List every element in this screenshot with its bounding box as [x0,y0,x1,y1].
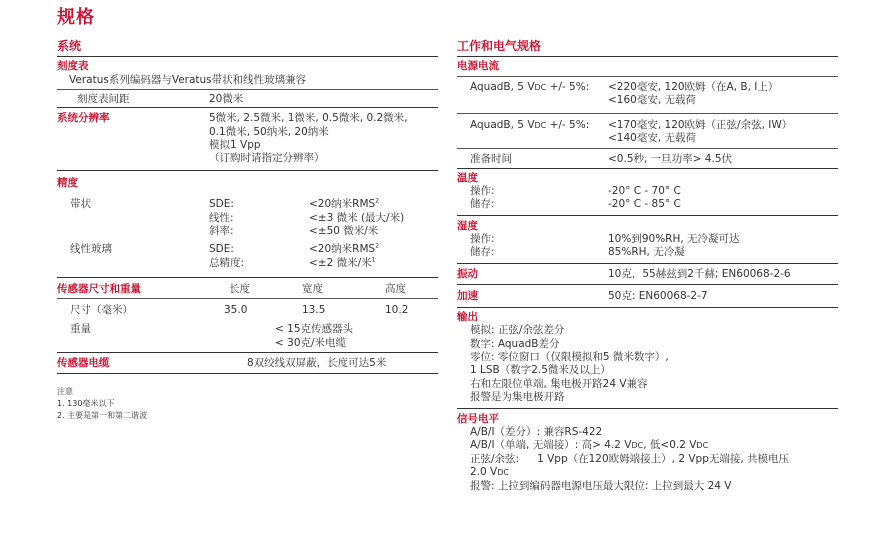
power-title: 电源电流 [457,60,838,76]
scale-pitch-value: 20微米 [209,93,244,106]
signal-line: 报警: 上拉到编码器电源电压最大限位: 上拉到最大 24 V [470,479,732,492]
weight-label: 重量 [70,323,91,336]
weight-values [275,323,353,350]
power-row-1-values [608,81,778,108]
page-title: 规格 [57,7,95,28]
col-length-header: 长度 [229,283,250,296]
power-row-2-values [608,119,792,146]
accuracy-block [57,171,438,278]
electrical-column [457,40,838,493]
col-height-header: 高度 [385,283,406,296]
vibration-title: 振动 [457,267,478,280]
size-label: 尺寸（毫米） [70,304,133,317]
temp-op-label: 操作: [470,184,495,197]
output-line: 右和左限位单端, 集电极开路24 V兼容 [470,377,648,390]
tape-value: <±50 微米/米 [309,225,379,238]
resolution-line: 5微米, 2.5微米, 1微米, 0.5微米, 0.2微米, [209,112,408,125]
ready-label: 准备时间 [470,152,512,165]
resolution-line: 0.1微米, 50纳米, 20纳米 [209,125,329,138]
length-value: 35.0 [224,304,248,317]
note-item: 2. 主要是第一和第二谐波 [57,411,148,421]
temp-store-label: 储存: [470,197,495,210]
cable-block [57,353,438,374]
power-line: <140毫安, 无载荷 [608,132,697,145]
humidity-block [457,216,838,264]
output-block [457,308,838,409]
signal-line: 正弦/余弦: 1 Vpp（在120欧姆端接上）, 2 Vpp无端接, 共模电压 [470,452,790,465]
glass-value: <±2 微米/米$^1$ [309,256,376,269]
sensor-title: 传感器尺寸和重量 [57,283,141,296]
accuracy-title: 精度 [57,177,78,190]
system-column [57,40,438,422]
weight-line: < 15克传感器头 [275,323,353,336]
tape-keys [209,198,234,238]
width-value: 13.5 [302,304,326,317]
system-section-title: 系统 [57,40,438,57]
scale-pitch-row [57,90,438,108]
acceleration-block [457,285,838,308]
resolution-title: 系统分辨率 [57,112,110,125]
tape-key: 线性: [209,211,234,224]
acceleration-value: 50克: EN60068-2-7 [608,289,708,302]
humidity-title: 湿度 [457,219,478,232]
ready-value: <0.5秒, 一旦功率> 4.5伏 [608,152,733,165]
electrical-section-title: 工作和电气规格 [457,40,838,57]
signal-line: A/B/I（差分）: 兼容RS-422 [470,426,603,439]
output-line: 1 LSB（数字2.5微米及以上） [470,364,611,377]
notes-title: 注意 [57,387,73,397]
tape-key: SDE: [209,198,234,211]
resolution-values [209,112,408,166]
resolution-block [57,108,438,171]
scale-pitch-label: 刻度表间距 [77,93,130,106]
notes [57,386,438,422]
power-row-1-label: AquadB, 5 VDC +/- 5%: [470,80,590,93]
output-line: 零位: 零位窗口（仅限模拟和5 微米数字）, [470,351,669,364]
cable-value: 8双绞线双屏蔽，长度可达5米 [247,357,387,370]
temp-op-value: -20° C - 70° C [608,184,681,197]
output-line: 数字: AquadB差分 [470,337,560,350]
hum-op-label: 操作: [470,232,495,245]
signal-title: 信号电平 [457,412,499,425]
signal-line: 2.0 VDC [470,466,509,479]
output-lines [457,324,838,404]
resolution-line: （订购时请指定分辨率） [209,152,325,165]
power-line: <170毫安, 120欧姆（正弦/余弦, IW） [608,118,793,131]
glass-key: 总精度: [209,256,245,269]
vibration-block [457,264,838,285]
note-item: 1. 130毫米以下 [57,399,115,409]
weight-line: < 30克/米电缆 [275,336,347,349]
glass-label: 线性玻璃 [70,243,112,256]
hum-store-value: 85%RH, 无冷凝 [608,245,685,258]
power-row-2-label: AquadB, 5 VDC +/- 5%: [470,118,590,131]
vibration-value: 10克，55赫兹到2千赫; EN60068-2-6 [608,267,791,280]
resolution-line: 模拟1 Vpp [209,139,261,152]
signal-line: A/B/I（单端, 无端接）: 高> 4.2 VDC, 低<0.2 VDC [470,439,709,452]
height-value: 10.2 [385,304,409,317]
glass-keys [209,243,244,270]
tape-value: <±3 微米 (最大/米) [309,211,405,224]
temperature-block [457,169,838,216]
power-line: <220毫安, 120欧姆（在A, B, I上） [608,80,779,93]
temp-store-value: -20° C - 85° C [608,197,681,210]
tape-key: 斜率: [209,225,234,238]
acceleration-title: 加速 [457,289,478,302]
hum-op-value: 10%到90%RH, 无冷凝可达 [608,232,740,245]
sensor-block [57,278,438,353]
hum-store-label: 储存: [470,245,495,258]
tape-value: <20纳米RMS$^2$ [309,197,380,211]
temperature-title: 温度 [457,171,478,184]
tape-label: 带状 [70,198,91,211]
scale-description: Veratus系列编码器与Veratus带状和线性玻璃兼容 [57,74,438,90]
tape-values [309,198,404,238]
glass-key: SDE: [209,243,234,256]
power-row-2 [457,114,838,149]
scale-title: 刻度表 [57,60,89,73]
sensor-divider [57,298,438,299]
output-title: 输出 [457,310,478,323]
output-line: 模拟: 正弦/余弦差分 [470,324,565,337]
cable-title: 传感器电缆 [57,357,110,370]
ready-row [457,149,838,169]
power-line: <160毫安, 无载荷 [608,94,697,107]
output-line: 报警是为集电极开路 [470,391,565,404]
power-row-1 [457,77,838,114]
col-width-header: 宽度 [302,283,323,296]
glass-value: <20纳米RMS$^2$ [309,242,380,256]
signal-block [457,409,838,493]
signal-lines [457,426,838,493]
glass-values [309,243,379,270]
